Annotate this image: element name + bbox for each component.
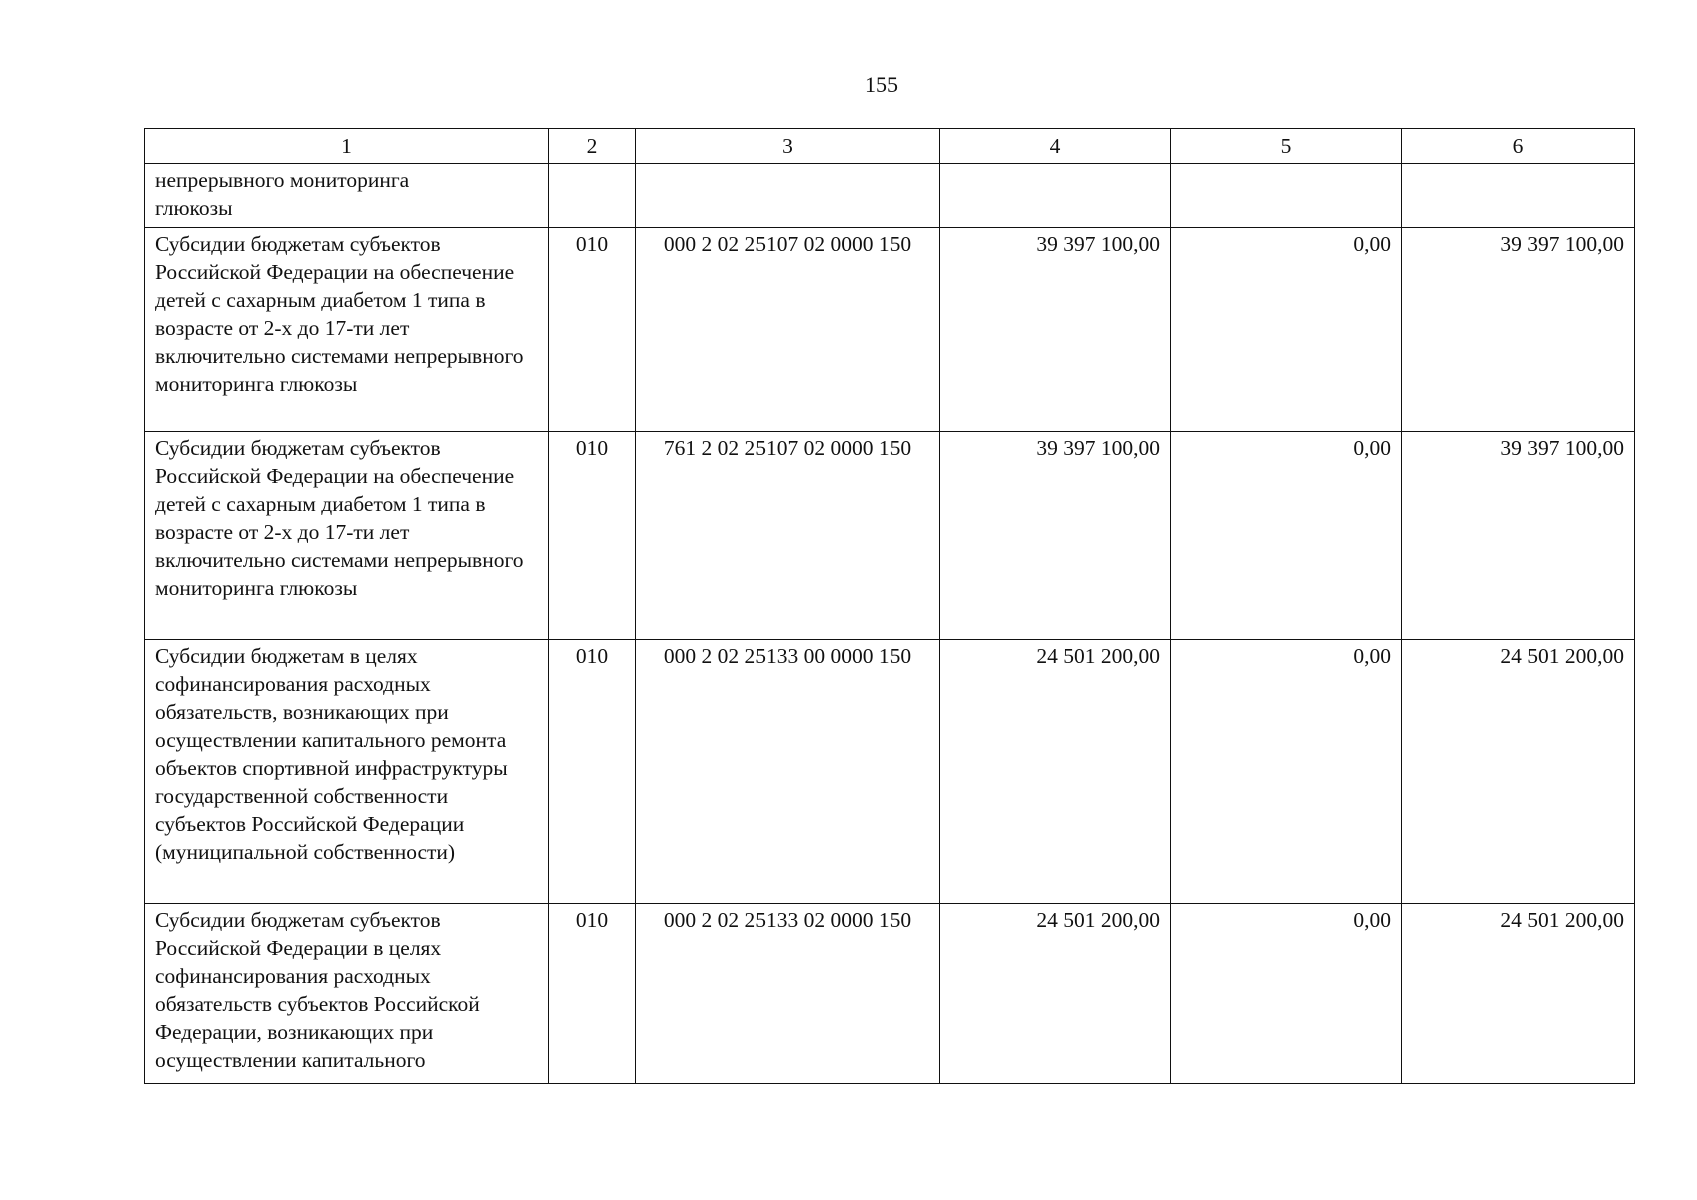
page-number: 155: [865, 72, 898, 97]
row-col6-cell: 39 397 100,00: [1402, 432, 1635, 640]
row-kbk-cell: [636, 164, 940, 228]
header-col-4: 4: [940, 129, 1171, 164]
row-name-cell: Субсидии бюджетам субъектов Российской Федерации в целях софинансирования расходных обязательств субъектов Российской Федерации, возникающих при осуществлении капитального: [145, 904, 549, 1084]
row-col4-cell: 24 501 200,00: [940, 640, 1171, 904]
row-col4-cell: 24 501 200,00: [940, 904, 1171, 1084]
row-col5-cell: 0,00: [1171, 640, 1402, 904]
header-col-6: 6: [1402, 129, 1635, 164]
row-name-cell: Субсидии бюджетам субъектов Российской Федерации на обеспечение детей с сахарным диабетом 1 типа в возрасте от 2-х до 17-ти лет включительно системами непрерывного мониторинга глюкозы: [145, 432, 549, 640]
header-row: [145, 129, 1635, 164]
row-kbk-cell: 000 2 02 25133 02 0000 150: [636, 904, 940, 1084]
row-col6-cell: 24 501 200,00: [1402, 904, 1635, 1084]
table-row: [145, 640, 1635, 904]
row-code-cell: 010: [549, 904, 636, 1084]
row-col5-cell: 0,00: [1171, 228, 1402, 432]
row-code-cell: 010: [549, 640, 636, 904]
row-col4-cell: [940, 164, 1171, 228]
row-col4-cell: 39 397 100,00: [940, 432, 1171, 640]
row-col6-cell: 39 397 100,00: [1402, 228, 1635, 432]
table-row: [145, 164, 1635, 228]
row-code-cell: 010: [549, 432, 636, 640]
row-kbk-cell: 000 2 02 25133 00 0000 150: [636, 640, 940, 904]
table-row: [145, 432, 1635, 640]
row-name-cell: Субсидии бюджетам субъектов Российской Федерации на обеспечение детей с сахарным диабетом 1 типа в возрасте от 2-х до 17-ти лет включительно системами непрерывного мониторинга глюкозы: [145, 228, 549, 432]
row-col6-cell: 24 501 200,00: [1402, 640, 1635, 904]
row-name-cell: непрерывного мониторинга глюкозы: [145, 164, 549, 228]
row-col5-cell: 0,00: [1171, 432, 1402, 640]
row-code-cell: 010: [549, 228, 636, 432]
header-col-1: 1: [145, 129, 549, 164]
row-code-cell: [549, 164, 636, 228]
row-col4-cell: 39 397 100,00: [940, 228, 1171, 432]
header-col-2: 2: [549, 129, 636, 164]
row-kbk-cell: 000 2 02 25107 02 0000 150: [636, 228, 940, 432]
row-kbk-cell: 761 2 02 25107 02 0000 150: [636, 432, 940, 640]
row-col5-cell: [1171, 164, 1402, 228]
row-name-cell: Субсидии бюджетам в целях софинансирования расходных обязательств, возникающих при осуществлении капитального ремонта объектов спортивной инфраструктуры государственной собственности субъектов Российской Федерации (муниципальной собственности): [145, 640, 549, 904]
row-col5-cell: 0,00: [1171, 904, 1402, 1084]
budget-table: [144, 128, 1635, 1084]
table-row: [145, 904, 1635, 1084]
header-col-3: 3: [636, 129, 940, 164]
header-col-5: 5: [1171, 129, 1402, 164]
table-row: [145, 228, 1635, 432]
row-col6-cell: [1402, 164, 1635, 228]
